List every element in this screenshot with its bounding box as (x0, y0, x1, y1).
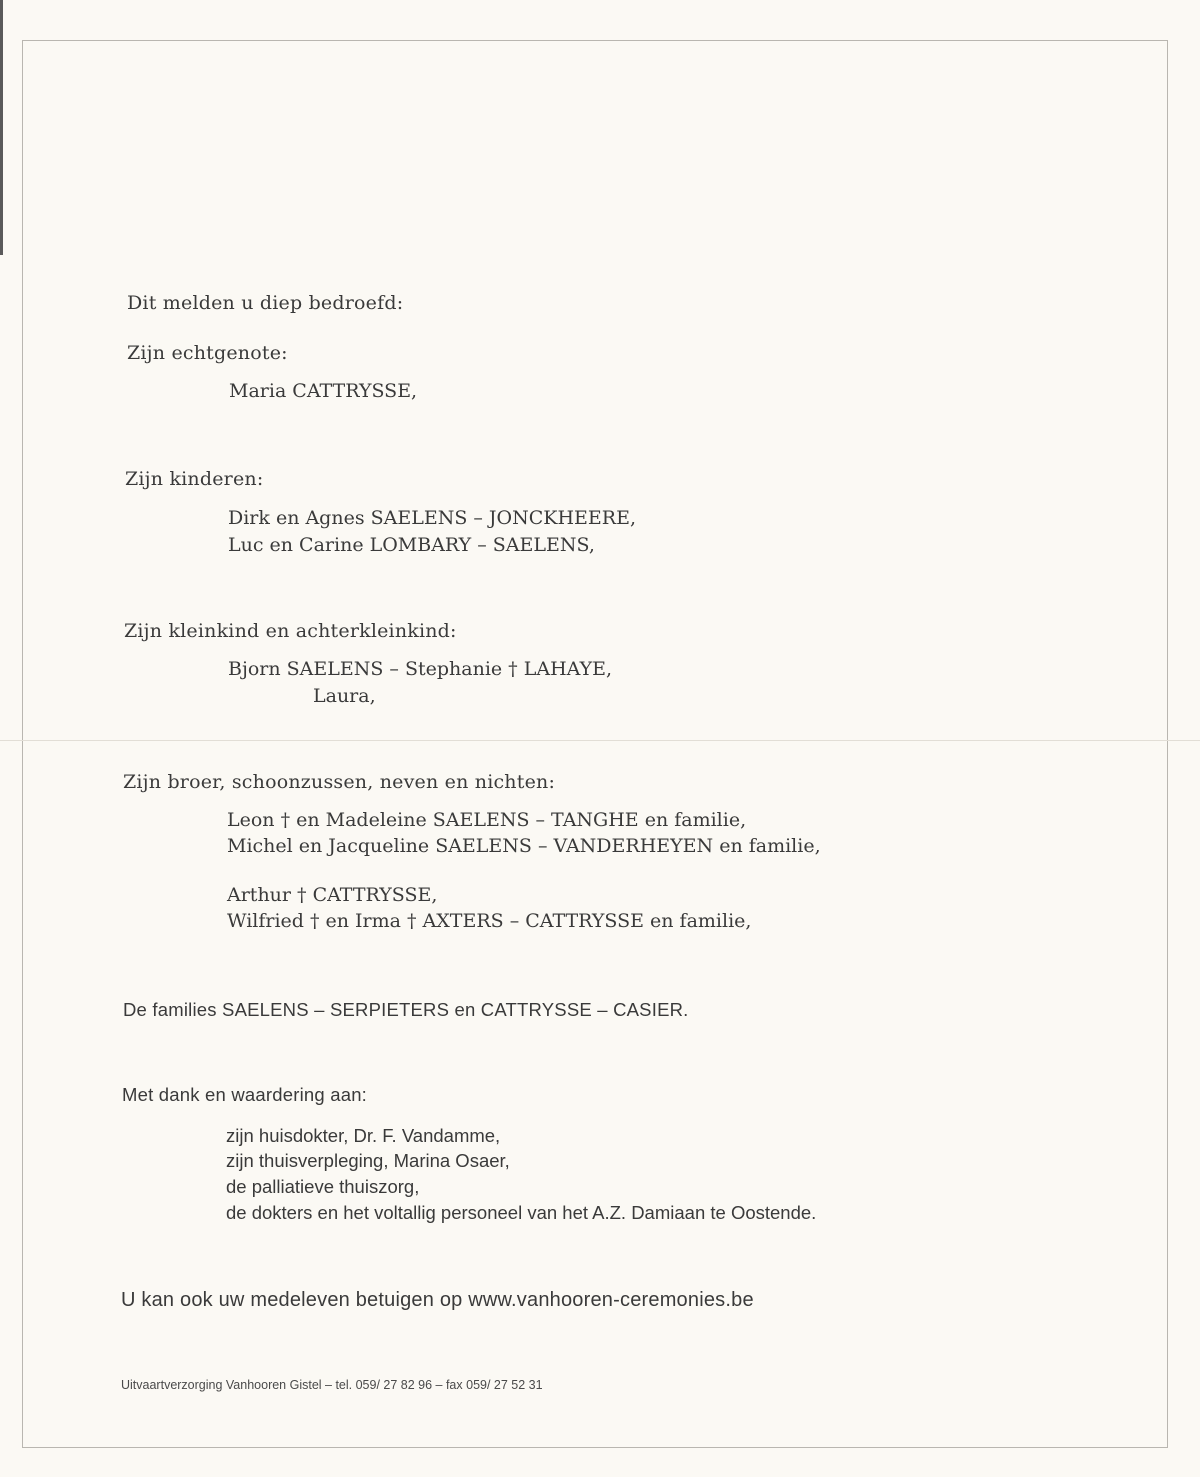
intro-text: Dit melden u diep bedroefd: (127, 292, 404, 314)
sibling-line-4: Wilfried † en Irma † AXTERS – CATTRYSSE en familie, (227, 910, 752, 932)
thanks-line-1: zijn huisdokter, Dr. F. Vandamme, (226, 1125, 501, 1146)
fold-line (0, 740, 1200, 741)
child-line-2: Luc en Carine LOMBARY – SAELENS, (228, 534, 595, 556)
spouse-name: Maria CATTRYSSE, (229, 380, 418, 402)
scan-edge-shadow (0, 0, 3, 255)
page-border (22, 40, 1168, 1448)
siblings-heading: Zijn broer, schoonzussen, neven en nichten: (123, 771, 556, 793)
funeral-home-footer: Uitvaartverzorging Vanhooren Gistel – tel. 059/ 27 82 96 – fax 059/ 27 52 31 (121, 1378, 543, 1392)
sibling-line-3: Arthur † CATTRYSSE, (227, 884, 438, 906)
sibling-line-1: Leon † en Madeleine SAELENS – TANGHE en familie, (227, 809, 747, 831)
sibling-line-2: Michel en Jacqueline SAELENS – VANDERHEYEN en familie, (227, 835, 821, 857)
families-line: De families SAELENS – SERPIETERS en CATTRYSSE – CASIER. (123, 999, 689, 1020)
thanks-line-2: zijn thuisverpleging, Marina Osaer, (226, 1150, 510, 1171)
thanks-heading: Met dank en waardering aan: (122, 1084, 368, 1105)
thanks-line-4: de dokters en het voltallig personeel van het A.Z. Damiaan te Oostende. (226, 1202, 817, 1223)
spouse-heading: Zijn echtgenote: (127, 342, 288, 364)
grandchild-line: Bjorn SAELENS – Stephanie † LAHAYE, (228, 658, 613, 680)
children-heading: Zijn kinderen: (125, 468, 264, 490)
great-grandchild-line: Laura, (313, 685, 376, 707)
condolence-line: U kan ook uw medeleven betuigen op www.vanhooren-ceremonies.be (121, 1289, 754, 1311)
thanks-line-3: de palliatieve thuiszorg, (226, 1176, 420, 1197)
child-line-1: Dirk en Agnes SAELENS – JONCKHEERE, (228, 507, 637, 529)
grandchildren-heading: Zijn kleinkind en achterkleinkind: (124, 620, 457, 642)
